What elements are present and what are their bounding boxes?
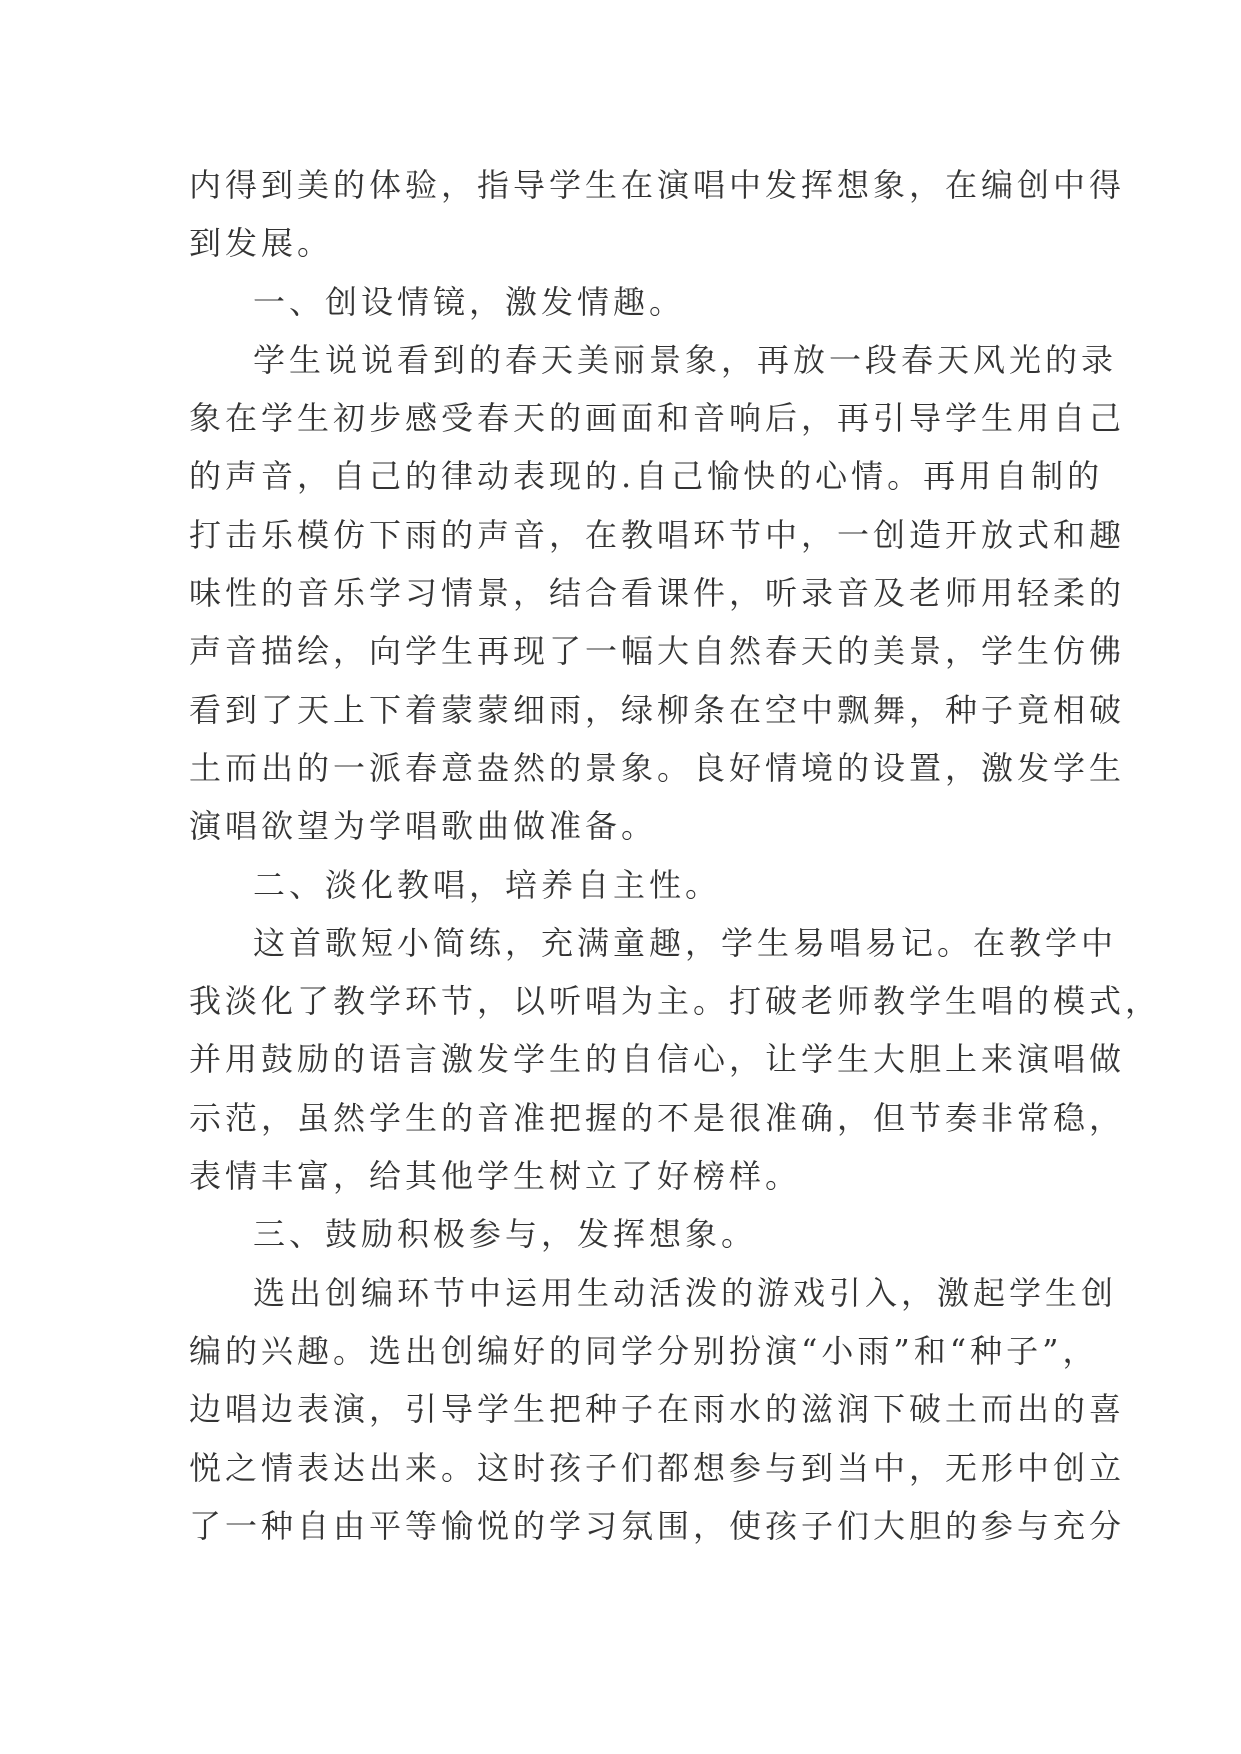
text-line: 内得到美的体验，指导学生在演唱中发挥想象，在编创中得: [189, 166, 1126, 204]
text-line: 声音描绘，向学生再现了一幅大自然春天的美景，学生仿佛: [189, 632, 1126, 671]
text-line: 编的兴趣。选出创编好的同学分别扮演“小雨”和“种子”，: [189, 1331, 1099, 1370]
text-line: 表情丰富，给其他学生树立了好榜样。: [189, 1157, 802, 1196]
text-line: 悦之情表达出来。这时孩子们都想参与到当中，无形中创立: [189, 1448, 1126, 1487]
text-line: 边唱边表演，引导学生把种子在雨水的滋润下破土而出的喜: [189, 1390, 1126, 1429]
text-line: 我淡化了教学环节，以听唱为主。打破老师教学生唱的模式，: [189, 982, 1162, 1021]
text-line: 示范，虽然学生的音准把握的不是很准确，但节奏非常稳，: [189, 1098, 1126, 1137]
text-line: 打击乐模仿下雨的声音，在教唱环节中，一创造开放式和趣: [189, 515, 1126, 554]
text-line: 土而出的一派春意盎然的景象。良好情境的设置，激发学生: [189, 748, 1126, 787]
text-line: 并用鼓励的语言激发学生的自信心，让学生大胆上来演唱做: [189, 1040, 1126, 1079]
text-line: 象在学生初步感受春天的画面和音响后，再引导学生用自己: [189, 399, 1126, 438]
paragraph-start: 这首歌短小简练，充满童趣，学生易唱易记。在教学中: [253, 923, 1118, 962]
paragraph-start: 选出创编环节中运用生动活泼的游戏引入，激起学生创: [253, 1273, 1118, 1312]
text-line: 味性的音乐学习情景，结合看课件，听录音及老师用轻柔的: [189, 574, 1126, 613]
body-text: [189, 156, 1162, 1555]
text-line: 到发展。: [189, 224, 334, 263]
text-line: 看到了天上下着蒙蒙细雨，绿柳条在空中飘舞，种子竟相破: [189, 690, 1126, 729]
section-heading: 二、淡化教唱，培养自主性。: [253, 865, 722, 904]
section-heading: 三、鼓励积极参与，发挥想象。: [253, 1215, 758, 1254]
paragraph-start: 学生说说看到的春天美丽景象，再放一段春天风光的录: [253, 340, 1118, 379]
text-line: 演唱欲望为学唱歌曲做准备。: [189, 807, 658, 846]
text-line: 了一种自由平等愉悦的学习氛围，使孩子们大胆的参与充分: [189, 1506, 1126, 1545]
text-line: 的声音，自己的律动表现的.自己愉快的心情。再用自制的: [189, 457, 1104, 496]
section-heading: 一、创设情镜，激发情趣。: [253, 282, 686, 321]
